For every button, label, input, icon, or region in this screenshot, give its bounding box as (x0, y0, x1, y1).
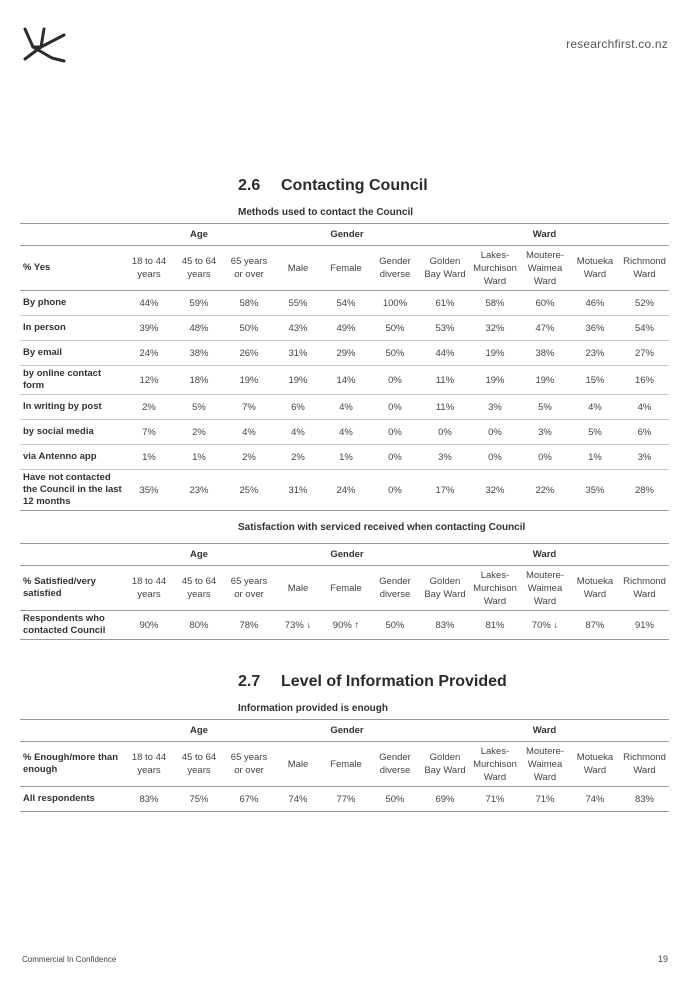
group-ward: Ward (420, 720, 669, 742)
data-cell: 67% (224, 787, 274, 812)
data-cell: 58% (470, 291, 520, 316)
data-cell: 0% (470, 420, 520, 445)
row-label: via Antenno app (20, 445, 124, 470)
data-cell: 12% (124, 366, 174, 395)
column-header: Lakes-Murchison Ward (470, 246, 520, 291)
research-first-logo-icon (20, 25, 68, 63)
data-cell: 70% ↓ (520, 611, 570, 640)
data-cell: 81% (470, 611, 520, 640)
column-header-row (20, 742, 669, 787)
data-cell: 0% (420, 420, 470, 445)
column-header: Moutere-Waimea Ward (520, 246, 570, 291)
data-cell: 44% (124, 291, 174, 316)
data-cell: 83% (620, 787, 669, 812)
data-cell: 1% (570, 445, 620, 470)
data-cell: 90% (124, 611, 174, 640)
data-cell: 77% (322, 787, 370, 812)
column-header: Gender diverse (370, 246, 420, 291)
data-cell: 52% (620, 291, 669, 316)
group-gender: Gender (274, 720, 420, 742)
row-label: In writing by post (20, 395, 124, 420)
table-row (20, 316, 669, 341)
data-cell: 1% (174, 445, 224, 470)
data-cell: 4% (274, 420, 322, 445)
column-header: 65 years or over (224, 742, 274, 787)
data-cell: 5% (520, 395, 570, 420)
data-cell: 50% (370, 611, 420, 640)
data-cell: 22% (520, 470, 570, 511)
table2-caption: Satisfaction with serviced received when contacting Council (238, 522, 526, 533)
column-header: Richmond Ward (620, 742, 669, 787)
row-label: by online contact form (20, 366, 124, 395)
column-header: Lakes-Murchison Ward (470, 566, 520, 611)
table-row (20, 366, 669, 395)
column-header: Motueka Ward (570, 566, 620, 611)
data-cell: 3% (470, 395, 520, 420)
column-header: 45 to 64 years (174, 742, 224, 787)
section-2-6-heading (238, 177, 428, 195)
data-cell: 3% (520, 420, 570, 445)
data-cell: 46% (570, 291, 620, 316)
column-header: Gender diverse (370, 566, 420, 611)
data-cell: 16% (620, 366, 669, 395)
data-cell: 3% (420, 445, 470, 470)
data-cell: 25% (224, 470, 274, 511)
data-cell: 2% (124, 395, 174, 420)
data-cell: 0% (370, 445, 420, 470)
data-cell: 55% (274, 291, 322, 316)
data-cell: 50% (224, 316, 274, 341)
column-header: Female (322, 566, 370, 611)
data-cell: 47% (520, 316, 570, 341)
column-header: 65 years or over (224, 566, 274, 611)
group-spacer (20, 224, 124, 246)
data-cell: 4% (570, 395, 620, 420)
data-cell: 35% (124, 470, 174, 511)
data-cell: 0% (520, 445, 570, 470)
data-cell: 31% (274, 470, 322, 511)
data-cell: 39% (124, 316, 174, 341)
data-cell: 44% (420, 341, 470, 366)
data-cell: 74% (570, 787, 620, 812)
column-header: Motueka Ward (570, 742, 620, 787)
column-header: 45 to 64 years (174, 246, 224, 291)
column-header: Moutere-Waimea Ward (520, 566, 570, 611)
data-cell: 27% (620, 341, 669, 366)
data-cell: 73% ↓ (274, 611, 322, 640)
row-label: All respondents (20, 787, 124, 812)
data-cell: 58% (224, 291, 274, 316)
section-title: Level of Information Provided (281, 673, 507, 690)
data-cell: 26% (224, 341, 274, 366)
data-cell: 0% (370, 420, 420, 445)
data-cell: 7% (224, 395, 274, 420)
data-cell: 2% (274, 445, 322, 470)
section-number: 2.6 (238, 177, 261, 194)
table-row (20, 611, 669, 640)
information-table (20, 719, 669, 812)
footer-confidentiality: Commercial In Confidence (22, 955, 117, 964)
data-cell: 24% (322, 470, 370, 511)
column-header: Golden Bay Ward (420, 742, 470, 787)
data-cell: 7% (124, 420, 174, 445)
group-age: Age (124, 224, 274, 246)
header-label: % Enough/more than enough (20, 742, 124, 787)
table-row (20, 470, 669, 511)
column-header: 45 to 64 years (174, 566, 224, 611)
data-cell: 4% (620, 395, 669, 420)
data-cell: 31% (274, 341, 322, 366)
data-cell: 11% (420, 366, 470, 395)
column-header: Golden Bay Ward (420, 566, 470, 611)
data-cell: 0% (370, 395, 420, 420)
group-age: Age (124, 720, 274, 742)
column-header-row (20, 566, 669, 611)
group-spacer (20, 544, 124, 566)
data-cell: 19% (470, 366, 520, 395)
data-cell: 5% (570, 420, 620, 445)
data-cell: 1% (124, 445, 174, 470)
data-cell: 74% (274, 787, 322, 812)
column-header: Richmond Ward (620, 566, 669, 611)
data-cell: 54% (322, 291, 370, 316)
data-cell: 78% (224, 611, 274, 640)
column-header: 18 to 44 years (124, 246, 174, 291)
group-header-row (20, 720, 669, 742)
data-cell: 24% (124, 341, 174, 366)
data-cell: 43% (274, 316, 322, 341)
data-cell: 69% (420, 787, 470, 812)
data-cell: 4% (322, 395, 370, 420)
data-cell: 1% (322, 445, 370, 470)
column-header: Female (322, 742, 370, 787)
group-header-row (20, 544, 669, 566)
data-cell: 19% (224, 366, 274, 395)
data-cell: 23% (570, 341, 620, 366)
table-row (20, 341, 669, 366)
row-label: by social media (20, 420, 124, 445)
data-cell: 0% (470, 445, 520, 470)
data-cell: 91% (620, 611, 669, 640)
column-header: Golden Bay Ward (420, 246, 470, 291)
page-number: 19 (657, 954, 668, 964)
data-cell: 80% (174, 611, 224, 640)
column-header: Richmond Ward (620, 246, 669, 291)
data-cell: 0% (370, 470, 420, 511)
row-label: By phone (20, 291, 124, 316)
data-cell: 32% (470, 316, 520, 341)
data-cell: 14% (322, 366, 370, 395)
table3-caption: Information provided is enough (238, 703, 388, 714)
data-cell: 4% (322, 420, 370, 445)
website-url: researchfirst.co.nz (566, 37, 668, 51)
data-cell: 100% (370, 291, 420, 316)
data-cell: 48% (174, 316, 224, 341)
table-row (20, 291, 669, 316)
data-cell: 50% (370, 787, 420, 812)
group-gender: Gender (274, 224, 420, 246)
table-row (20, 420, 669, 445)
data-cell: 59% (174, 291, 224, 316)
data-cell: 0% (370, 366, 420, 395)
header-label: % Satisfied/very satisfied (20, 566, 124, 611)
table-row (20, 395, 669, 420)
data-cell: 71% (470, 787, 520, 812)
data-cell: 54% (620, 316, 669, 341)
data-cell: 32% (470, 470, 520, 511)
data-cell: 87% (570, 611, 620, 640)
data-cell: 83% (124, 787, 174, 812)
column-header: Gender diverse (370, 742, 420, 787)
data-cell: 36% (570, 316, 620, 341)
data-cell: 29% (322, 341, 370, 366)
data-cell: 38% (174, 341, 224, 366)
row-label: Have not contacted the Council in the last 12 months (20, 470, 124, 511)
data-cell: 61% (420, 291, 470, 316)
data-cell: 19% (470, 341, 520, 366)
group-ward: Ward (420, 224, 669, 246)
data-cell: 6% (620, 420, 669, 445)
header-label: % Yes (20, 246, 124, 291)
data-cell: 83% (420, 611, 470, 640)
data-cell: 53% (420, 316, 470, 341)
section-title: Contacting Council (281, 177, 428, 194)
row-label: In person (20, 316, 124, 341)
group-age: Age (124, 544, 274, 566)
column-header: 18 to 44 years (124, 566, 174, 611)
row-label: Respondents who contacted Council (20, 611, 124, 640)
data-cell: 3% (620, 445, 669, 470)
data-cell: 60% (520, 291, 570, 316)
data-cell: 90% ↑ (322, 611, 370, 640)
data-cell: 35% (570, 470, 620, 511)
column-header: 18 to 44 years (124, 742, 174, 787)
data-cell: 28% (620, 470, 669, 511)
section-number: 2.7 (238, 673, 261, 690)
column-header-row (20, 246, 669, 291)
data-cell: 2% (224, 445, 274, 470)
data-cell: 49% (322, 316, 370, 341)
row-label: By email (20, 341, 124, 366)
data-cell: 2% (174, 420, 224, 445)
data-cell: 6% (274, 395, 322, 420)
group-header-row (20, 224, 669, 246)
group-gender: Gender (274, 544, 420, 566)
column-header: Male (274, 246, 322, 291)
column-header: Lakes-Murchison Ward (470, 742, 520, 787)
satisfaction-table (20, 543, 669, 640)
data-cell: 17% (420, 470, 470, 511)
data-cell: 50% (370, 316, 420, 341)
data-cell: 19% (520, 366, 570, 395)
table1-caption: Methods used to contact the Council (238, 207, 414, 218)
group-spacer (20, 720, 124, 742)
data-cell: 23% (174, 470, 224, 511)
data-cell: 38% (520, 341, 570, 366)
data-cell: 11% (420, 395, 470, 420)
column-header: Moutere-Waimea Ward (520, 742, 570, 787)
table-row (20, 787, 669, 812)
data-cell: 71% (520, 787, 570, 812)
data-cell: 4% (224, 420, 274, 445)
table-row (20, 445, 669, 470)
column-header: 65 years or over (224, 246, 274, 291)
data-cell: 18% (174, 366, 224, 395)
section-2-7-heading (238, 673, 507, 691)
data-cell: 19% (274, 366, 322, 395)
data-cell: 75% (174, 787, 224, 812)
contact-methods-table (20, 223, 669, 511)
column-header: Female (322, 246, 370, 291)
column-header: Male (274, 742, 322, 787)
data-cell: 15% (570, 366, 620, 395)
column-header: Male (274, 566, 322, 611)
column-header: Motueka Ward (570, 246, 620, 291)
data-cell: 5% (174, 395, 224, 420)
data-cell: 50% (370, 341, 420, 366)
group-ward: Ward (420, 544, 669, 566)
